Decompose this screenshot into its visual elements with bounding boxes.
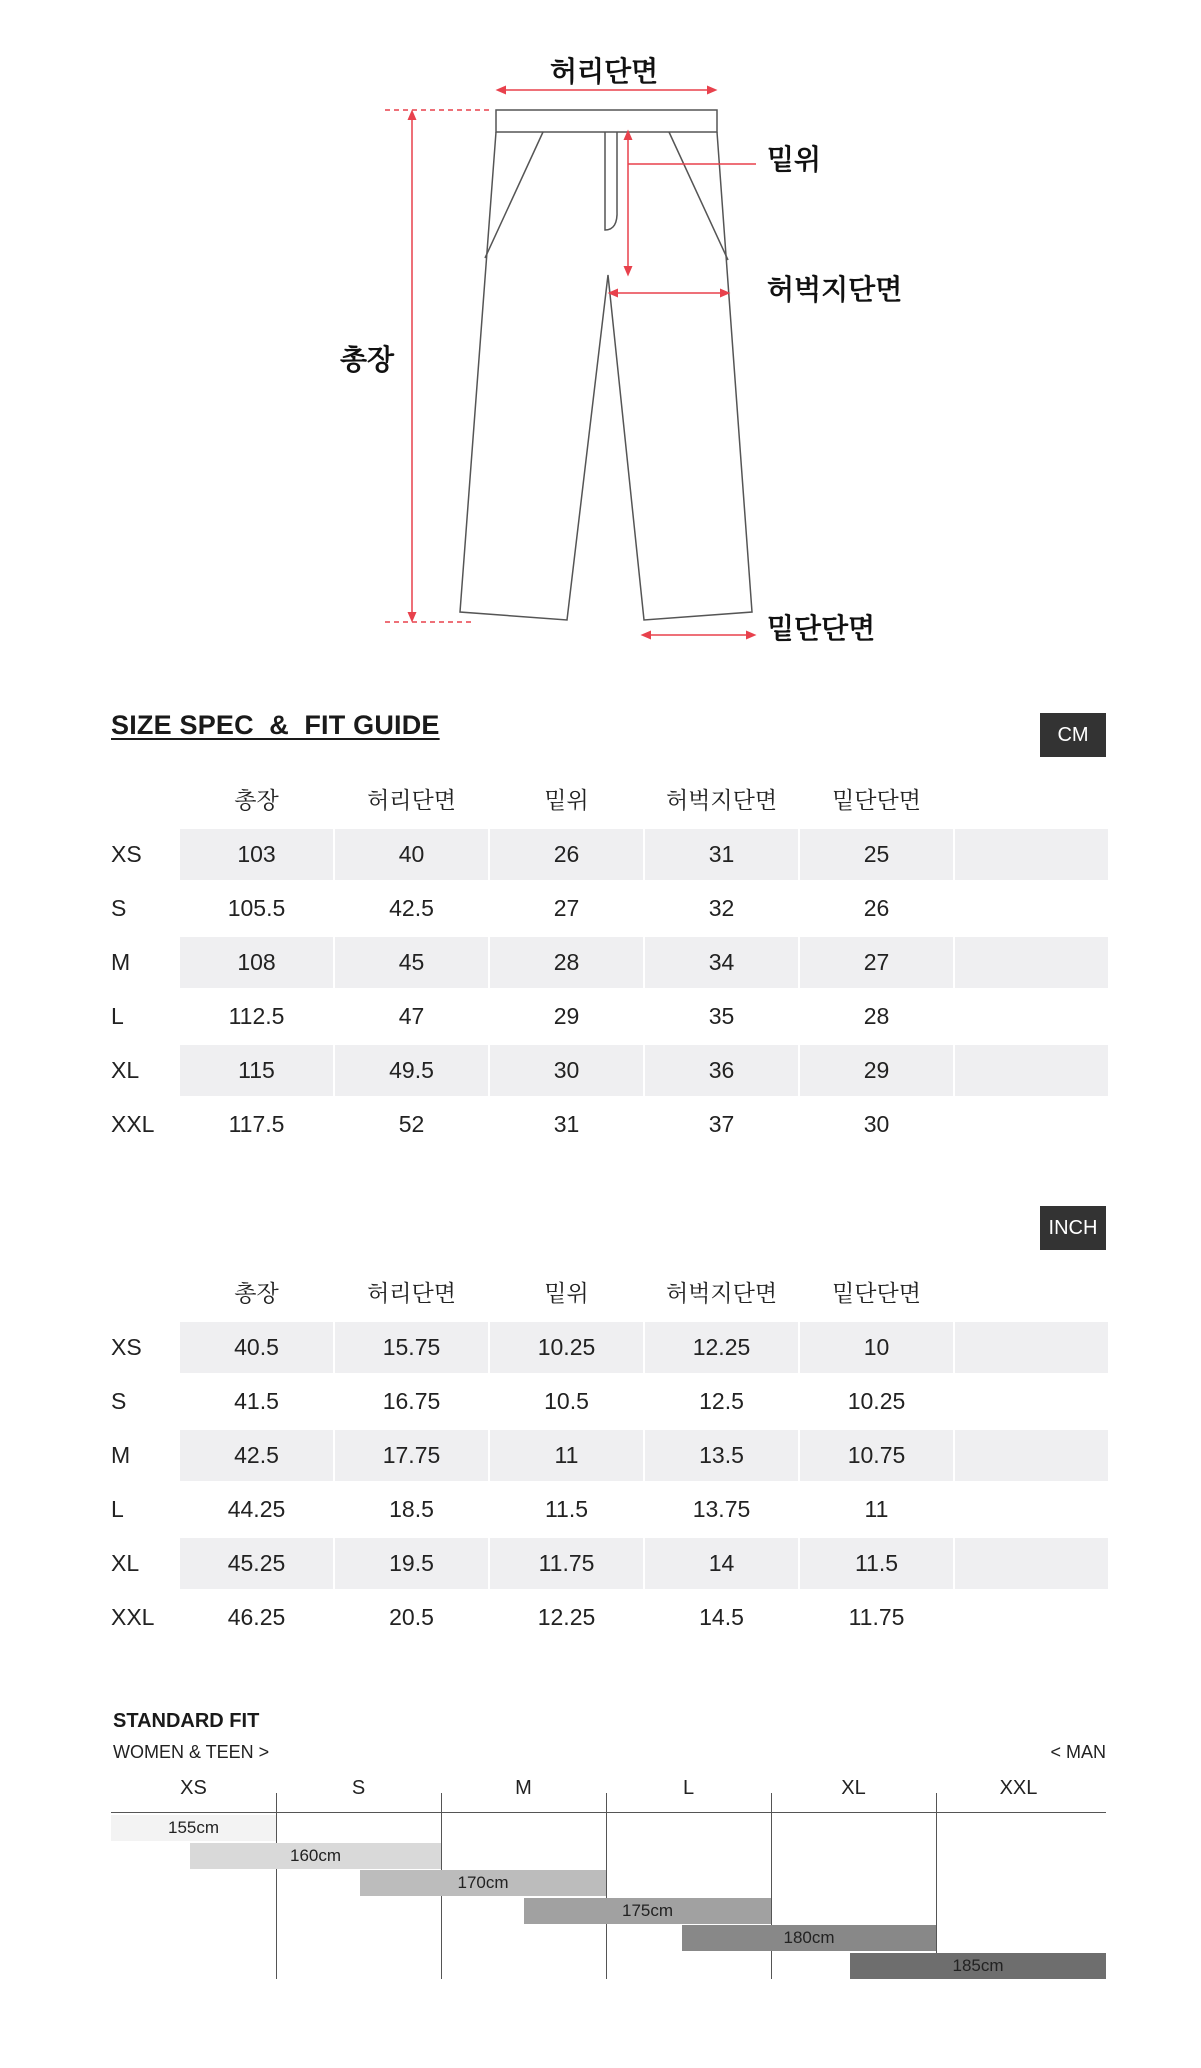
table-row: [111, 991, 1106, 1045]
women-teen-label: WOMEN & TEEN >: [113, 1742, 270, 1762]
table-cell: 112.5: [228, 1003, 285, 1029]
table-cell: 34: [645, 937, 798, 988]
fit-size-header: XXL: [999, 1777, 1038, 1799]
table-cell: 11: [864, 1496, 889, 1522]
thigh-label: 허벅지단면: [767, 273, 903, 306]
table-cell: [955, 1430, 1108, 1481]
size-label: XS: [111, 841, 142, 867]
table-cell: [955, 829, 1108, 880]
table-cell: 16.75: [382, 1388, 441, 1414]
table-cell: [955, 1538, 1108, 1589]
size-label: XL: [111, 1550, 140, 1576]
table-cell: 18.5: [389, 1496, 434, 1522]
table-cell: 35: [708, 1003, 735, 1029]
fit-height-bar: 185cm: [850, 1953, 1106, 1979]
table-cell: 13.5: [645, 1430, 798, 1481]
size-label: L: [111, 1003, 124, 1029]
length-label: 총장: [340, 343, 395, 376]
size-label: M: [111, 949, 131, 975]
header-length: 총장: [234, 788, 279, 814]
fit-size-header: XL: [841, 1777, 866, 1799]
table-cell: [955, 883, 1108, 934]
table-cell: 49.5: [335, 1045, 488, 1096]
table-cell: 10: [800, 1322, 953, 1373]
table-cell: 19.5: [335, 1538, 488, 1589]
table-cell: [955, 1376, 1108, 1427]
table-cell: 31: [553, 1111, 580, 1137]
table-cell: 11: [490, 1430, 643, 1481]
table-cell: 42.5: [389, 895, 434, 921]
table-cell: 11.5: [544, 1496, 589, 1522]
table-cell: 115: [180, 1045, 333, 1096]
table-cell: 31: [645, 829, 798, 880]
header-rise: 밑위: [544, 1281, 589, 1307]
fit-height-bar: 160cm: [190, 1843, 441, 1869]
man-label: < MAN: [1050, 1742, 1106, 1762]
table-header-row: [111, 1270, 1106, 1318]
table-cell: 12.25: [645, 1322, 798, 1373]
hem-label: 밑단단면: [767, 612, 876, 645]
header-hem: 밑단단면: [832, 788, 921, 814]
table-cell: 12.5: [699, 1388, 744, 1414]
table-cell: 12.25: [537, 1604, 596, 1630]
inch-table-rows: [111, 1322, 1106, 1646]
table-cell: 105.5: [227, 895, 286, 921]
table-cell: 29: [553, 1003, 580, 1029]
rise-label: 밑위: [767, 143, 822, 176]
table-cell: [955, 1322, 1108, 1373]
table-cell: 37: [708, 1111, 735, 1137]
table-row: [111, 937, 1106, 991]
table-cell: 30: [490, 1045, 643, 1096]
table-cell: 25: [800, 829, 953, 880]
table-cell: 27: [553, 895, 580, 921]
size-label: XL: [111, 1057, 140, 1083]
fit-size-header: S: [351, 1777, 366, 1799]
table-cell: 14.5: [699, 1604, 744, 1630]
table-cell: 30: [863, 1111, 890, 1137]
table-row: [111, 1538, 1106, 1592]
table-cell: 26: [490, 829, 643, 880]
table-cell: 46.25: [227, 1604, 286, 1630]
fit-height-bar: 155cm: [111, 1815, 276, 1841]
header-length: 총장: [234, 1281, 279, 1307]
size-label: S: [111, 895, 127, 921]
table-cell: 29: [800, 1045, 953, 1096]
fit-height-bar: 175cm: [524, 1898, 771, 1924]
pants-measurement-diagram: [0, 0, 1201, 660]
table-cell: 14: [645, 1538, 798, 1589]
table-cell: 40.5: [180, 1322, 333, 1373]
unit-badge-inch: INCH: [1040, 1206, 1106, 1250]
header-hem: 밑단단면: [832, 1281, 921, 1307]
table-cell: 45.25: [180, 1538, 333, 1589]
table-cell: 10.25: [490, 1322, 643, 1373]
pants-outline-illustration: [0, 0, 1201, 660]
fit-column-divider: [606, 1793, 607, 1979]
table-cell: 11.75: [848, 1604, 905, 1630]
table-cell: [955, 1099, 1108, 1150]
unit-badge-cm: CM: [1040, 713, 1106, 757]
table-cell: 28: [490, 937, 643, 988]
header-thigh: 허벅지단면: [665, 788, 778, 814]
fit-column-divider: [936, 1793, 937, 1979]
fit-size-header: XS: [180, 1777, 207, 1799]
table-cell: [955, 991, 1108, 1042]
header-rise: 밑위: [544, 788, 589, 814]
fit-size-header: M: [515, 1777, 532, 1799]
table-row: [111, 1322, 1106, 1376]
table-cell: 41.5: [234, 1388, 279, 1414]
table-row: [111, 1484, 1106, 1538]
table-cell: 20.5: [389, 1604, 434, 1630]
table-row: [111, 1099, 1106, 1153]
cm-table-rows: [111, 829, 1106, 1153]
table-cell: 52: [398, 1111, 425, 1137]
header-thigh: 허벅지단면: [665, 1281, 778, 1307]
table-cell: 117.5: [228, 1111, 285, 1137]
table-header-row: [111, 777, 1106, 825]
header-waist: 허리단면: [367, 788, 456, 814]
table-cell: 103: [180, 829, 333, 880]
table-row: [111, 883, 1106, 937]
header-waist: 허리단면: [367, 1281, 456, 1307]
table-cell: [955, 1484, 1108, 1535]
table-cell: 10.5: [544, 1388, 589, 1414]
inch-spec-table: [111, 1270, 1106, 1646]
standard-fit-title: STANDARD FIT: [113, 1710, 260, 1732]
table-row: [111, 1430, 1106, 1484]
table-cell: 28: [863, 1003, 890, 1029]
table-cell: 32: [708, 895, 735, 921]
size-label: S: [111, 1388, 127, 1414]
table-cell: 108: [180, 937, 333, 988]
fit-height-bar: 170cm: [360, 1870, 606, 1896]
size-label: M: [111, 1442, 131, 1468]
fit-header-rule: [111, 1812, 1106, 1813]
table-cell: 47: [398, 1003, 425, 1029]
table-row: [111, 1592, 1106, 1646]
size-spec-title: SIZE SPEC & FIT GUIDE: [111, 710, 440, 740]
table-cell: 15.75: [335, 1322, 488, 1373]
size-label: XXL: [111, 1111, 155, 1137]
table-row: [111, 1376, 1106, 1430]
table-cell: 42.5: [180, 1430, 333, 1481]
table-cell: [955, 937, 1108, 988]
table-cell: 10.75: [800, 1430, 953, 1481]
table-cell: 17.75: [335, 1430, 488, 1481]
table-cell: 27: [800, 937, 953, 988]
table-cell: [955, 1592, 1108, 1643]
table-cell: [955, 1045, 1108, 1096]
size-label: XS: [111, 1334, 142, 1360]
waist-label: 허리단면: [550, 55, 659, 88]
table-cell: 11.5: [800, 1538, 953, 1589]
table-cell: 45: [335, 937, 488, 988]
table-cell: 26: [863, 895, 890, 921]
fit-height-bar: 180cm: [682, 1925, 936, 1951]
fit-column-divider: [771, 1793, 772, 1979]
table-row: [111, 829, 1106, 883]
table-cell: 11.75: [490, 1538, 643, 1589]
size-label: L: [111, 1496, 124, 1522]
fit-column-divider: [276, 1793, 277, 1979]
table-cell: 13.75: [692, 1496, 751, 1522]
table-cell: 44.25: [227, 1496, 286, 1522]
table-row: [111, 1045, 1106, 1099]
cm-spec-table: [111, 777, 1106, 1153]
size-label: XXL: [111, 1604, 155, 1630]
fit-size-header: L: [682, 1777, 695, 1799]
table-cell: 10.25: [847, 1388, 906, 1414]
table-cell: 36: [645, 1045, 798, 1096]
table-cell: 40: [335, 829, 488, 880]
